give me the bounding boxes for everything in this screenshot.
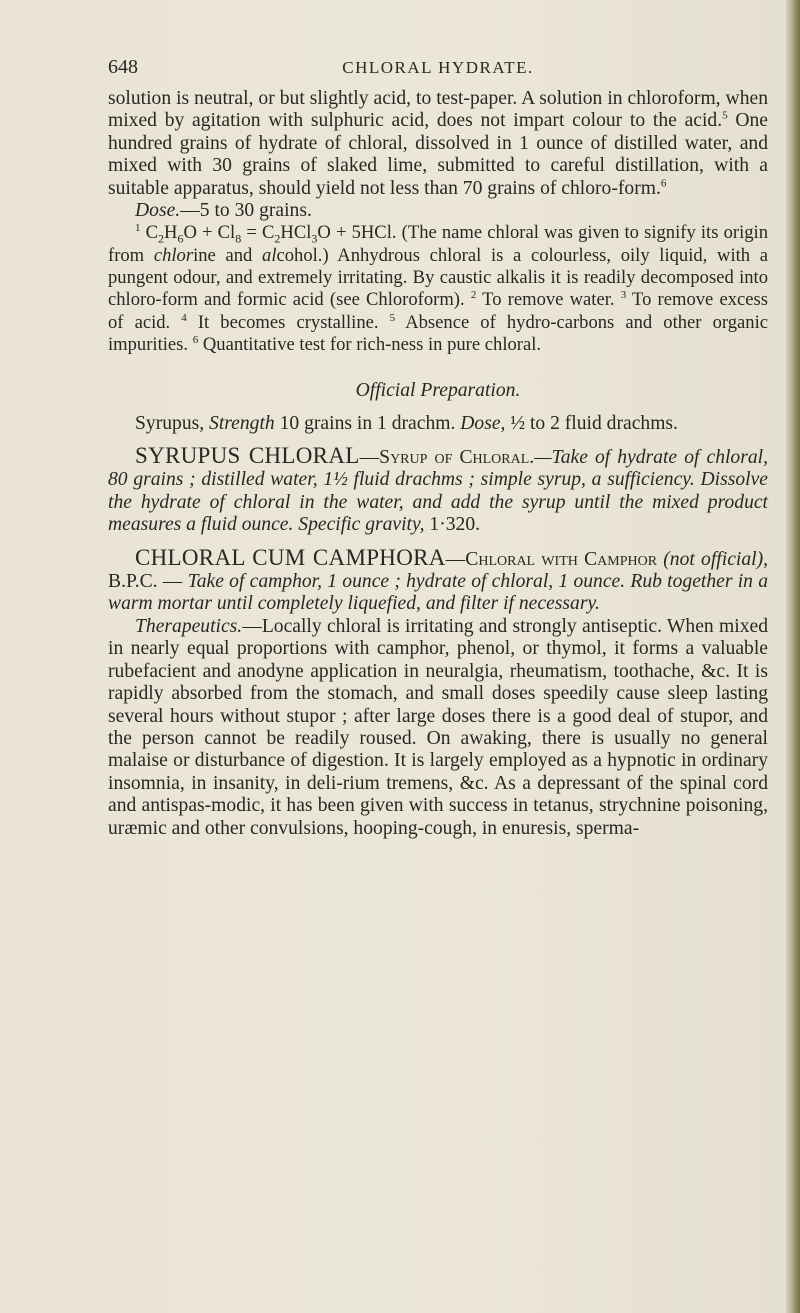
footnote-marker: 4: [181, 311, 187, 324]
paragraph-text: One hundred grains of hydrate of chloral, dissolved in 1 ounce of distilled water, and mixed with 30 grains of slaked lime, submitted to careful distillation, with a suitable apparatus, should yield not less than 70 grains of chloro-form.: [108, 110, 768, 199]
official-prep-line: Syrupus, Strength 10 grains in 1 drachm. Dose, ½ to 2 fluid drachms.: [135, 412, 678, 434]
entry-body: —Take of hydrate of chloral, 80 grains ; distilled water, 1½ fluid drachms ; simple syrup, a sufficiency. Dissolve the hydrate of chloral in the water, and add the syrup until the mixed product measures a fluid ounce. Specific gravity,: [108, 447, 768, 536]
footnote-text: Absence of hydro-carbons and other organic impurities.: [108, 311, 768, 355]
entry-subtitle: Chloral with Camphor: [465, 548, 658, 570]
syrupus-entry: SYRUPUS CHLORAL—Syrup of Chloral.—Take of hydrate of chloral, 80 grains ; distilled water, 1½ fluid drachms ; simple syrup, a sufficiency. Dissolve the hydrate of chloral in the water, and add the syrup until the mixed product measures a fluid ounce. Specific gravity, 1·320.: [108, 443, 768, 536]
footnote-marker: 2: [470, 289, 477, 302]
footnote-text: It becomes crystalline.: [186, 311, 390, 333]
footnote-marker: 5: [389, 311, 396, 324]
entry-body: Take of camphor, 1 ounce ; hydrate of chloral, 1 ounce. Rub together in a warm mortar until completely liquefied, and filter if necessary.: [108, 571, 768, 615]
paragraph-tests: [108, 88, 768, 200]
dose-text: —5 to 30 grains.: [180, 200, 312, 222]
therapeutics-text: —Locally chloral is irritating and strongly antiseptic. When mixed in nearly equal proportions with camphor, phenol, or thymol, it forms a valuable rubefacient and anodyne application in neuralgia, rheumatism, toothache, &c. It is rapidly absorbed from the stomach, and small doses speedily cause sleep lasting several hours without stupor ; after large doses there is a good deal of stupor, and the person cannot be readily roused. On awaking, there is usually no general malaise or disturbance of digestion. It is largely employed as a hypnotic in ordinary insomnia, in insanity, in deli-rium tremens, &c. As a depressant of the spinal cord and antispas-modic, it has been given with success in tetanus, strychnine poisoning, uræmic and other convulsions, hooping-cough, in enuresis, sperma-: [108, 615, 768, 839]
footnote-emphasis: chlor: [153, 244, 194, 266]
footnote-emphasis: al: [262, 244, 277, 266]
entry-title: CHLORAL CUM CAMPHORA: [135, 544, 446, 570]
footnotes: [108, 222, 768, 356]
footnote-text: cohol.) Anhydrous chloral is a colourless, oily liquid, with a pungent odour, and extremely irritating. By caustic alkalis it is readily decomposed into chloro-form and formic acid (see Chloroform).: [108, 244, 769, 311]
entry-subtitle: Syrup of Chloral.: [379, 447, 535, 469]
entry-title: SYRUPUS CHLORAL: [135, 443, 360, 469]
footnote-marker: 6: [192, 333, 199, 346]
dose-line: [108, 200, 768, 222]
footnote-text: ine and: [193, 244, 263, 266]
footnote-marker: 1: [135, 222, 141, 235]
paragraph-text: solution is neutral, or but slightly acid, to test-paper. A solution in chloroform, when mixed by agitation with sulphuric acid, does not impart colour to the acid.: [108, 88, 768, 132]
section-heading: Official Preparation.: [355, 380, 521, 402]
dose-label: Dose.: [135, 200, 181, 222]
therapeutics-label: Therapeutics.: [135, 615, 243, 637]
footnote-ref: 6: [660, 177, 667, 190]
footnote-text: Quantitative test for rich-ness in pure chloral.: [198, 333, 542, 355]
equation: $C_2H_6O + Cl_8 = C_2HCl_3O + 5HCl$.: [140, 222, 397, 247]
footnote-text: To remove water.: [476, 289, 621, 311]
footnote-text: To remove excess of acid.: [108, 289, 768, 333]
footnote-text: (The name chloral was given to signify its origin from: [108, 222, 769, 266]
running-title: CHLORAL HYDRATE.: [342, 58, 534, 77]
camphora-entry: CHLORAL CUM CAMPHORA—Chloral with Camphor (not official), B.P.C. — Take of camphor, 1 ounce ; hydrate of chloral, 1 ounce. Rub together in a warm mortar until completely liquefied, and filter if necessary.: [108, 544, 768, 615]
page-number: 648: [108, 56, 138, 78]
page-edge: [786, 0, 800, 1313]
page-body: [108, 88, 768, 840]
footnote-ref: 5: [722, 109, 728, 122]
therapeutics-paragraph: [108, 616, 768, 840]
page-header: [108, 56, 768, 82]
footnote-marker: 3: [620, 289, 627, 302]
